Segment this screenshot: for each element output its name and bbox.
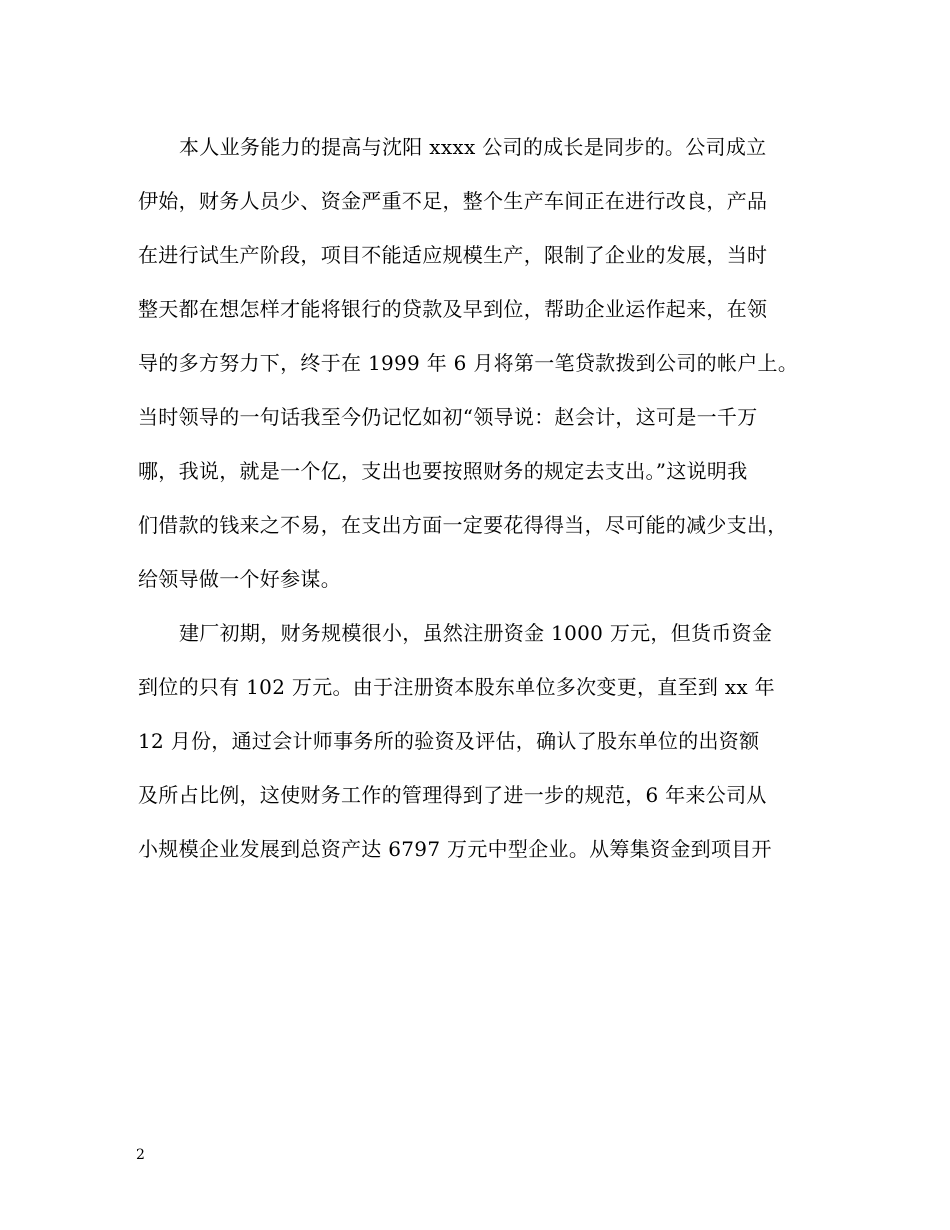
paragraph-2-line-1: 建厂初期，财务规模很小，虽然注册资金 1000 万元，但货币资金 — [179, 621, 773, 645]
paragraph-1-line-6: 当时领导的一句话我至今仍记忆如初“领导说：赵会计，这可是一千万 — [138, 405, 758, 429]
paragraph-1-line-7: 哪，我说，就是一个亿，支出也要按照财务的规定去支出。”这说明我 — [138, 459, 748, 483]
body-text — [138, 120, 828, 876]
paragraph-2-line-4: 及所占比例，这使财务工作的管理得到了进一步的规范，6 年来公司从 — [138, 783, 767, 807]
paragraph-1-line-9: 给领导做一个好参谋。 — [138, 567, 341, 591]
paragraph-1-line-2: 伊始，财务人员少、资金严重不足，整个生产车间正在进行改良，产品 — [138, 189, 768, 213]
paragraph-2-line-2: 到位的只有 102 万元。由于注册资本股东单位多次变更，直至到 xx 年 — [138, 675, 775, 699]
paragraph-1-line-8: 们借款的钱来之不易，在支出方面一定要花得得当，尽可能的减少支出， — [138, 513, 788, 537]
paragraph-1-line-3: 在进行试生产阶段，项目不能适应规模生产，限制了企业的发展，当时 — [138, 243, 768, 267]
page-number: 2 — [136, 1147, 145, 1163]
paragraph-1-line-1: 本人业务能力的提高与沈阳 xxxx 公司的成长是同步的。公司成立 — [179, 135, 767, 159]
paragraph-1-line-4: 整天都在想怎样才能将银行的贷款及早到位，帮助企业运作起来，在领 — [138, 297, 768, 321]
paragraph-1-line-5: 导的多方努力下，终于在 1999 年 6 月将第一笔贷款拨到公司的帐户上。 — [138, 351, 799, 375]
paragraph-2-line-3: 12 月份，通过会计师事务所的验资及评估，确认了股东单位的出资额 — [138, 729, 760, 753]
paragraph-2-line-5: 小规模企业发展到总资产达 6797 万元中型企业。从筹集资金到项目开 — [138, 837, 772, 861]
